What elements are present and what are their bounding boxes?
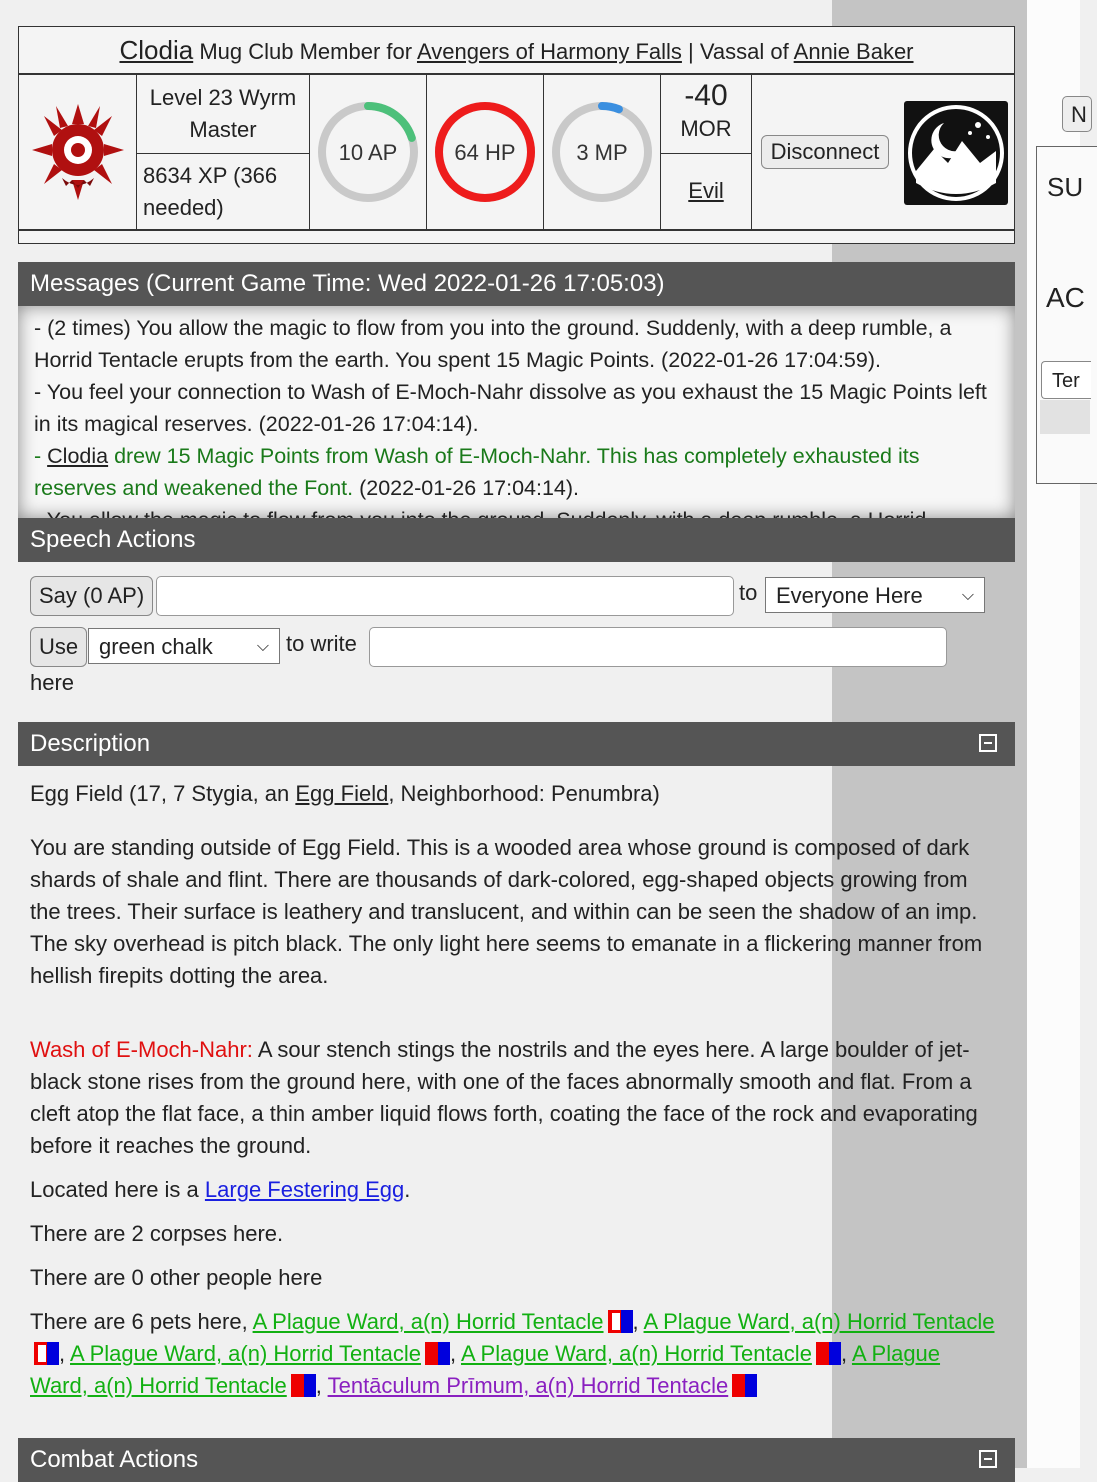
alignment-link[interactable]: Evil — [688, 178, 724, 203]
message-item — [34, 440, 1005, 504]
morality-value: -40 — [684, 79, 728, 112]
xp-text: 8634 XP (366 needed) — [143, 163, 278, 220]
pet-status-icon — [425, 1342, 450, 1365]
speech-actions-header: Speech Actions — [18, 518, 1015, 562]
pet-status-icon — [291, 1374, 316, 1397]
message-time: (2022-01-26 17:04:14). — [353, 476, 580, 500]
speech-target-value: Everyone Here — [776, 583, 923, 608]
combat-actions-title: Combat Actions — [30, 1446, 199, 1473]
right-panel-subheading: AC — [1046, 282, 1085, 313]
location-suffix: , Neighborhood: Penumbra) — [388, 781, 660, 806]
collapse-icon[interactable] — [979, 734, 997, 752]
location-title — [30, 778, 1003, 810]
character-avatar — [19, 74, 137, 230]
ap-ring — [315, 99, 421, 205]
right-panel-heading: SU — [1047, 172, 1084, 202]
right-panel-button[interactable]: N — [1062, 96, 1092, 132]
character-name-link[interactable]: Clodia — [119, 35, 194, 65]
mp-ring — [549, 99, 655, 205]
writing-item-select[interactable] — [88, 628, 280, 664]
write-input[interactable] — [369, 627, 947, 667]
speech-actions-panel — [18, 562, 1015, 722]
message-character-link[interactable]: Clodia — [47, 444, 109, 468]
writing-item-value: green chalk — [99, 634, 213, 659]
messages-log[interactable] — [18, 306, 1015, 518]
pets-prefix: There are 6 pets here, — [30, 1309, 253, 1334]
pet-link[interactable]: A Plague Ward, a(n) Horrid Tentacle — [643, 1309, 995, 1334]
message-item: - (2 times) You allow the magic to flow from you into the ground. Suddenly, with a deep rumble, a Horrid Tentacle erupts from the earth. You spent 15 Magic Points. (2022-01-26 17:04:59). — [34, 316, 952, 372]
comma: , — [449, 1341, 461, 1366]
right-panel-input[interactable]: Ter — [1041, 361, 1091, 399]
faction-link[interactable]: Avengers of Harmony Falls — [416, 39, 682, 64]
morality-cell — [661, 74, 752, 230]
demon-avatar-icon — [26, 100, 130, 204]
pet-status-icon — [34, 1342, 59, 1365]
comma: , — [315, 1373, 328, 1398]
location-type-link[interactable]: Egg Field — [295, 781, 389, 806]
chevron-down-icon: ⌵ — [256, 638, 269, 655]
hp-ring — [432, 99, 538, 205]
pets-list — [30, 1306, 1003, 1402]
disconnect-button[interactable]: Disconnect — [761, 135, 890, 169]
pet-link[interactable]: A Plague Ward, a(n) Horrid Tentacle — [70, 1341, 421, 1366]
people-text: There are 0 other people here — [30, 1265, 323, 1290]
pet-status-icon — [608, 1310, 633, 1333]
pet-link[interactable]: Tentāculum Prīmum, a(n) Horrid Tentacle — [327, 1373, 729, 1398]
item-link[interactable]: Large Festering Egg — [204, 1177, 405, 1202]
corpses-text: There are 2 corpses here. — [30, 1221, 284, 1246]
message-text: drew 15 Magic Points from Wash of E-Moch-Nahr. This has completely exhausted its reserves and weakened the Font. — [34, 444, 920, 500]
ap-label: 10 AP — [338, 140, 398, 165]
character-status-panel — [18, 26, 1015, 244]
mp-meter — [544, 74, 661, 230]
main-column — [18, 26, 1015, 1414]
description-panel — [18, 766, 1015, 1402]
font-text: A sour stench stings the nostrils and the eyes here. A large boulder of jet-black stone rises from the ground here, with one of the faces abnormally smooth and flat. From a cleft atop the flat face, a thin amber liquid flows forth, coating the face of the rock and evaporating before it reaches the ground. — [30, 1037, 978, 1158]
items-suffix: . — [404, 1177, 411, 1202]
use-button[interactable]: Use — [30, 627, 87, 667]
title-text: Mug Club Member for — [199, 39, 413, 64]
comma: , — [840, 1341, 852, 1366]
level-text: Level 23 Wyrm Master — [137, 74, 309, 154]
hp-meter — [427, 74, 544, 230]
title-separator: | — [688, 39, 694, 64]
here-label: here — [30, 670, 75, 695]
comma: , — [59, 1341, 71, 1366]
vassal-text: Vassal of — [699, 39, 789, 64]
messages-header: Messages (Current Game Time: Wed 2022-01-26 17:05:03) — [18, 262, 1015, 306]
location-prefix: Egg Field (17, 7 Stygia, an — [30, 781, 296, 806]
hp-label: 64 HP — [454, 140, 516, 165]
chevron-down-icon: ⌵ — [961, 587, 974, 604]
location-description: You are standing outside of Egg Field. This is a wooded area whose ground is composed of dark shards of shale and flint. There are thousands of dark-colored, egg-shaped objects growing from the trees. Their surface is leathery and translucent, and within can be seen the shadow of an imp. The sky overhead is pitch black. The only light here seems to emanate in a flickering manner from hellish firepits dotting the area. — [30, 835, 983, 988]
moon-mountain-logo-icon — [904, 101, 1008, 205]
pet-status-icon — [816, 1342, 841, 1365]
combat-actions-section — [18, 1438, 1015, 1482]
items-prefix: Located here is a — [30, 1177, 205, 1202]
message-prefix: - — [34, 444, 48, 468]
ap-meter — [310, 74, 427, 230]
description-header — [18, 722, 1015, 766]
pet-link[interactable]: A Plague Ward, a(n) Horrid Tentacle — [252, 1309, 604, 1334]
write-label: to write — [286, 631, 357, 656]
pet-link[interactable]: A Plague Ward, a(n) Horrid Tentacle — [30, 1341, 941, 1398]
to-label: to — [739, 580, 758, 605]
say-input[interactable] — [156, 576, 734, 616]
font-description — [30, 1034, 1003, 1162]
game-logo — [904, 101, 1008, 205]
comma: , — [632, 1309, 644, 1334]
mp-label: 3 MP — [576, 140, 628, 165]
collapse-icon[interactable] — [979, 1450, 997, 1468]
liege-link[interactable]: Annie Baker — [793, 39, 914, 64]
character-title — [19, 27, 1014, 75]
pet-status-icon — [732, 1374, 757, 1397]
disconnect-cell — [752, 74, 898, 230]
located-items — [30, 1174, 1003, 1206]
description-title: Description — [30, 730, 151, 757]
status-footer-bar — [19, 229, 1014, 243]
combat-actions-header — [18, 1438, 1015, 1482]
message-item: - You feel your connection to Wash of E-Moch-Nahr dissolve as you exhaust the 15 Magic Points left in its magical reserves. (2022-01-26 17:04:14). — [34, 380, 987, 436]
say-button[interactable]: Say (0 AP) — [30, 576, 153, 616]
morality-label: MOR — [680, 116, 732, 141]
pet-link[interactable]: A Plague Ward, a(n) Horrid Tentacle — [460, 1341, 812, 1366]
speech-target-select[interactable] — [765, 577, 985, 613]
right-panel-strip — [1040, 400, 1090, 434]
level-cell — [137, 74, 310, 230]
font-name: Wash of E-Moch-Nahr: — [30, 1037, 253, 1062]
